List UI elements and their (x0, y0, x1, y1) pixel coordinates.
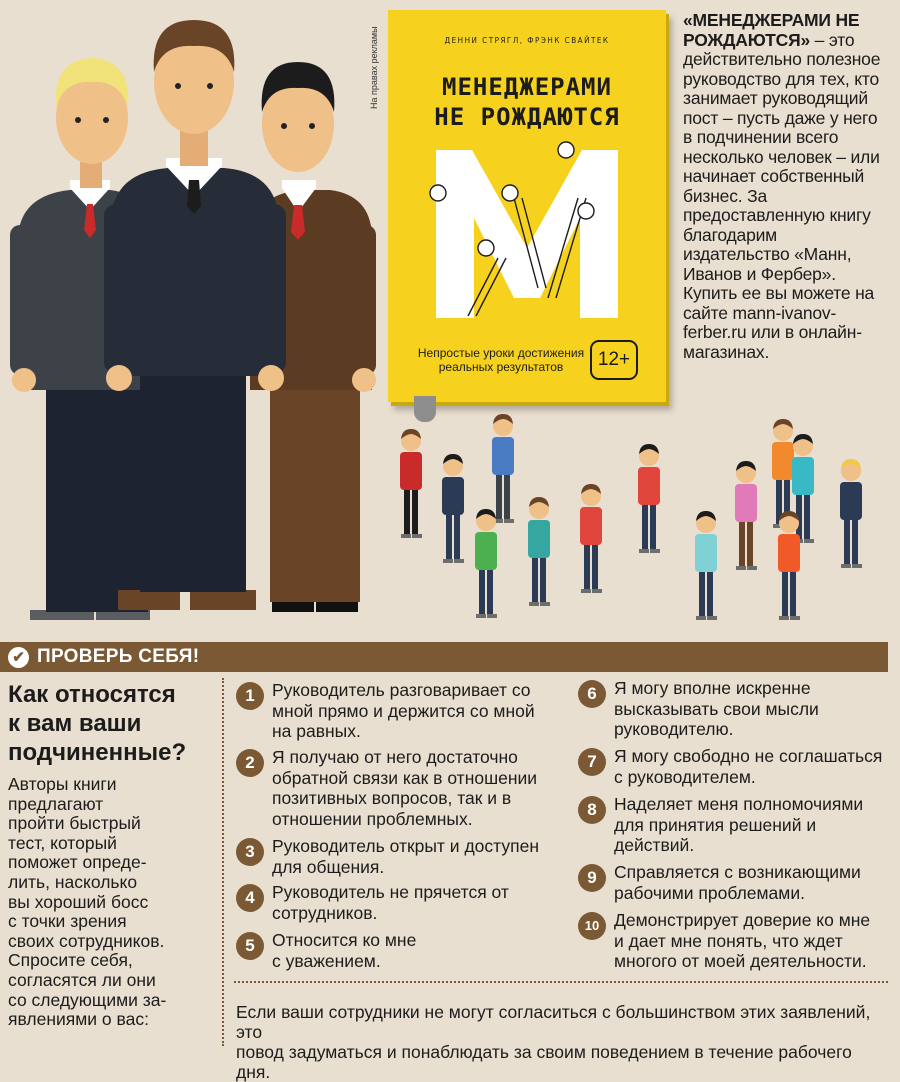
statement-text: Руководитель разговаривает со мной прямо и держится со мной на равных. (272, 680, 535, 741)
crowd-person (695, 511, 717, 620)
statement-text: Справляется с возникающими рабочими проблемами. (614, 862, 861, 903)
statement-text: Я получаю от него достаточно обратной связи как в отношении позитивных вопросов, так и в отношении проблемных. (272, 747, 538, 829)
question-heading: Как относятся к вам ваши подчиненные? (8, 681, 187, 766)
statement-item (578, 910, 870, 972)
crowd-person (528, 497, 550, 606)
book-title: МЕНЕДЖЕРАМИ НЕ РОЖДАЮТСЯ (434, 73, 620, 131)
intro-body: – это действительно полезное руководство для тех, кто занимает руководящий пост – пусть даже у него в подчинении всего несколько человек – или начинает собственный бизнес. За предоставленную книгу благодарим издательство «Манн, Иванов и Фербер». Купить ее вы можете на сайте mann-ivanov-ferber.ru или в онлайн-магазинах. (683, 29, 881, 362)
statement-text: Я могу свободно не соглашаться с руководителем. (614, 746, 883, 787)
check-icon: ✔ (8, 647, 29, 668)
book-subtitle: Непростые уроки достижения реальных результатов (417, 346, 585, 374)
banner-label: ПРОВЕРЬ СЕБЯ! (37, 646, 200, 667)
statement-number: 6 (578, 680, 606, 708)
statement-item (578, 678, 819, 740)
statement-item (236, 930, 416, 971)
intro-book-title: «МЕНЕДЖЕРАМИ НЕ РОЖДАЮТСЯ» (683, 10, 860, 50)
statement-item (236, 680, 535, 742)
advertising-note-text: На правах рекламы (369, 26, 379, 109)
crowd-person (400, 429, 422, 538)
statement-item (236, 882, 509, 923)
crowd-person (638, 444, 660, 553)
statement-number: 2 (236, 749, 264, 777)
statement-number: 9 (578, 864, 606, 892)
conclusion-text: Если ваши сотрудники не могут согласиться с большинством этих заявлений, это повод задуматься и понаблюдать за своим поведением в течение рабочего дня. (236, 1002, 871, 1082)
crowd-of-people-illustration (380, 400, 890, 635)
crowd-person (442, 454, 464, 563)
statement-text: Наделяет меня полномочиями для принятия решений и действий. (614, 794, 864, 855)
statement-number: 4 (236, 884, 264, 912)
book-intro-text (683, 11, 888, 362)
crowd-person (580, 484, 602, 593)
book-authors: ДЕННИ СТРЯГЛ, ФРЭНК СВАЙТЕК (444, 36, 610, 45)
crowd-person (735, 461, 757, 570)
statement-number: 3 (236, 838, 264, 866)
book-cover (388, 10, 666, 402)
check-yourself-banner (0, 642, 888, 672)
statement-item (578, 746, 882, 787)
statement-text: Руководитель не прячется от сотрудников. (272, 882, 509, 923)
crowd-person (492, 414, 514, 523)
three-businessmen-illustration (0, 0, 385, 620)
statement-number: 10 (578, 912, 606, 940)
advertising-note (366, 14, 382, 114)
statement-text: Демонстрирует доверие ко мне и дает мне понять, что ждет многого от моей деятельности. (614, 910, 871, 971)
statement-text: Руководитель открыт и доступен для общения. (272, 836, 539, 877)
statement-number: 8 (578, 796, 606, 824)
statement-item (236, 836, 539, 877)
age-rating-badge: 12+ (590, 340, 638, 380)
crowd-person (475, 509, 497, 618)
column-divider (222, 678, 224, 1046)
statement-item (578, 862, 861, 903)
statement-item (578, 794, 863, 856)
question-description: Авторы книги предлагают пройти быстрый тест, который поможет опреде- лить, насколько вы хороший босс с точки зрения своих сотрудников. Спросите себя, согласятся ли они со следующими за- явлениями о вас: (8, 774, 167, 1030)
crowd-person (778, 511, 800, 620)
crowd-person (840, 459, 862, 568)
statement-number: 7 (578, 748, 606, 776)
book-m-letter-illustration (428, 138, 626, 328)
statement-text: Я могу вполне искренне высказывать свои мысли руководителю. (614, 678, 819, 739)
footer-divider (234, 981, 888, 983)
statement-item (236, 747, 537, 829)
statement-number: 5 (236, 932, 264, 960)
statement-number: 1 (236, 682, 264, 710)
statement-text: Относится ко мне с уважением. (272, 930, 417, 971)
